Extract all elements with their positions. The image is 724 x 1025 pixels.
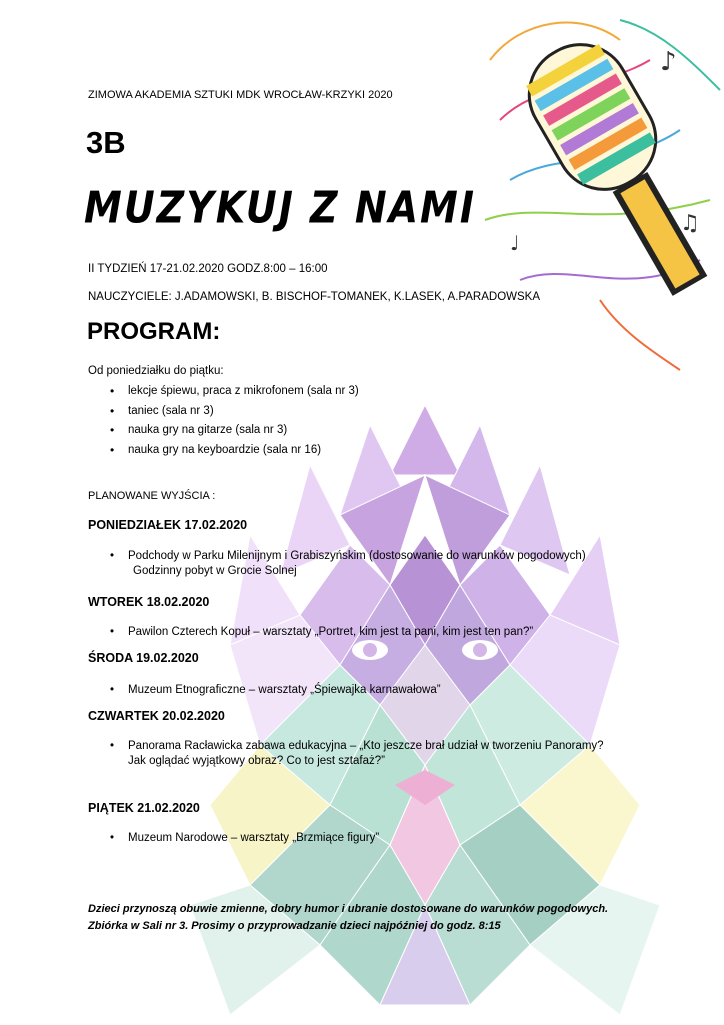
list-item: • Panorama Racławicka zabawa edukacyjna – „Kto jeszcze brał udział w tworzeniu Panoramy? xyxy=(110,737,604,755)
teachers-list: NAUCZYCIELE: J.ADAMOWSKI, B. BISCHOF-TOMANEK, K.LASEK, A.PARADOWSKA xyxy=(88,291,540,303)
note-line: Dzieci przynoszą obuwie zmienne, dobry humor i ubranie dostosowane do warunków pogodowych. xyxy=(88,903,609,915)
page-title: MUZYKUJ Z NAMI xyxy=(84,182,477,233)
list-item: • Podchody w Parku Milenijnym i Grabiszyńskim (dostosowanie do warunków pogodowych) xyxy=(110,547,586,565)
program-intro: Od poniedziałku do piątku: xyxy=(88,365,224,377)
note-line: Zbiórka w Sali nr 3. Prosimy o przyprowadzanie dzieci najpóźniej do godz. 8:15 xyxy=(88,920,501,932)
svg-text:♫: ♫ xyxy=(680,211,700,236)
list-item: • taniec (sala nr 3) xyxy=(110,405,359,425)
group-code: 3B xyxy=(86,125,126,160)
list-item: • nauka gry na gitarze (sala nr 3) xyxy=(110,424,359,444)
list-item-continuation: Jak oglądać wyjątkowy obraz? Co to jest sztafaż?” xyxy=(128,755,385,767)
svg-text:♪: ♪ xyxy=(660,47,677,77)
day-heading-monday: PONIEDZIAŁEK 17.02.2020 xyxy=(88,518,248,532)
day-heading-tuesday: WTOREK 18.02.2020 xyxy=(88,595,210,609)
list-item: • nauka gry na keyboardzie (sala nr 16) xyxy=(110,444,359,464)
list-item: • lekcje śpiewu, praca z mikrofonem (sala nr 3) xyxy=(110,385,359,405)
list-item: • Muzeum Etnograficzne – warsztaty „Śpiewajka karnawałowa” xyxy=(110,681,441,699)
schedule-dates: II TYDZIEŃ 17-21.02.2020 GODZ.8:00 – 16:00 xyxy=(88,263,328,275)
outings-heading: PLANOWANE WYJŚCIA : xyxy=(88,490,216,502)
organization-name: ZIMOWA AKADEMIA SZTUKI MDK WROCŁAW-KRZYKI 2020 xyxy=(88,89,393,101)
list-item: • Pawilon Czterech Kopuł – warsztaty „Portret, kim jest ta pani, kim jest ten pan?” xyxy=(110,623,533,641)
list-item: • Muzeum Narodowe – warsztaty „Brzmiące figury” xyxy=(110,829,379,847)
activities-list xyxy=(110,385,359,463)
day-heading-friday: PIĄTEK 21.02.2020 xyxy=(88,801,200,815)
day-heading-thursday: CZWARTEK 20.02.2020 xyxy=(88,709,225,723)
svg-text:♩: ♩ xyxy=(510,231,520,255)
list-item-continuation: Godzinny pobyt w Grocie Solnej xyxy=(133,565,297,577)
program-heading: PROGRAM: xyxy=(87,318,221,345)
day-heading-wednesday: ŚRODA 19.02.2020 xyxy=(88,651,199,665)
